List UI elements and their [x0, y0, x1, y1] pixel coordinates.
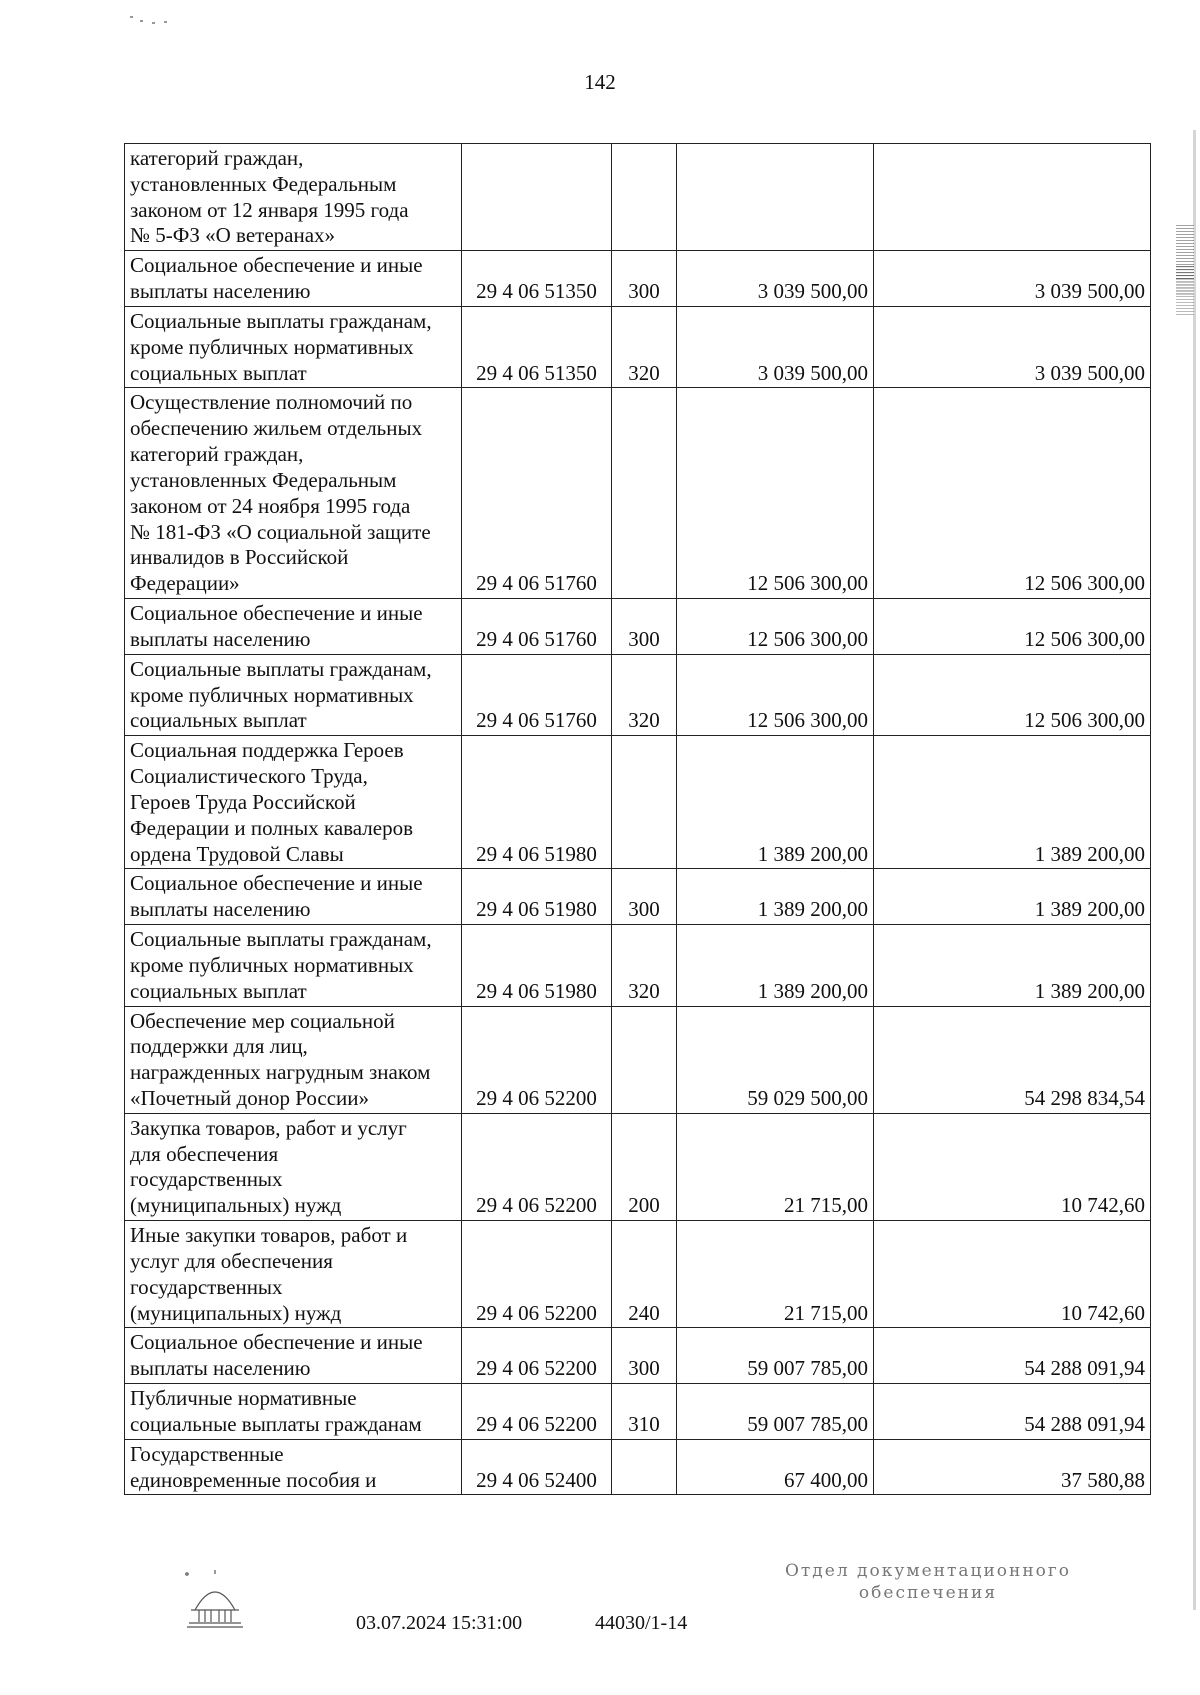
row-name-cell: Закупка товаров, работ и услуг для обеспечения государственных (муниципальных) нужд [125, 1113, 462, 1220]
row-executed-amount-cell: 10 742,60 [874, 1221, 1151, 1328]
row-expense-type-cell: 320 [612, 925, 677, 1006]
row-code-cell: 29 4 06 52200 [462, 1221, 612, 1328]
row-name-cell: Социальное обеспечение и иные выплаты населению [125, 1328, 462, 1384]
row-name-cell: Социальные выплаты гражданам, кроме публичных нормативных социальных выплат [125, 654, 462, 735]
table-row [125, 1221, 1151, 1328]
row-planned-amount-cell: 12 506 300,00 [677, 388, 874, 599]
row-planned-amount-cell: 12 506 300,00 [677, 599, 874, 655]
row-expense-type-cell: 300 [612, 869, 677, 925]
row-code-cell: 29 4 06 51350 [462, 251, 612, 307]
row-expense-type-cell: 320 [612, 306, 677, 387]
row-name-cell: Иные закупки товаров, работ и услуг для обеспечения государственных (муниципальных) нужд [125, 1221, 462, 1328]
row-executed-amount-cell: 12 506 300,00 [874, 388, 1151, 599]
row-name-cell: Социальные выплаты гражданам, кроме публичных нормативных социальных выплат [125, 925, 462, 1006]
row-expense-type-cell: 300 [612, 251, 677, 307]
row-planned-amount-cell [677, 144, 874, 251]
row-planned-amount-cell: 1 389 200,00 [677, 925, 874, 1006]
row-planned-amount-cell: 12 506 300,00 [677, 654, 874, 735]
row-name-cell: Государственные единовременные пособия и [125, 1439, 462, 1495]
row-executed-amount-cell: 10 742,60 [874, 1113, 1151, 1220]
row-executed-amount-cell: 3 039 500,00 [874, 306, 1151, 387]
row-name-cell: категорий граждан, установленных Федеральным законом от 12 января 1995 года № 5-ФЗ «О ветеранах» [125, 144, 462, 251]
row-expense-type-cell [612, 388, 677, 599]
row-name-cell: Социальное обеспечение и иные выплаты населению [125, 599, 462, 655]
row-planned-amount-cell: 1 389 200,00 [677, 736, 874, 869]
table-row [125, 388, 1151, 599]
row-executed-amount-cell: 54 288 091,94 [874, 1328, 1151, 1384]
emblem-logo [183, 1570, 247, 1632]
row-executed-amount-cell: 1 389 200,00 [874, 869, 1151, 925]
row-code-cell [462, 144, 612, 251]
stamp-line-2: обеспечения [858, 1583, 998, 1604]
row-code-cell: 29 4 06 52200 [462, 1113, 612, 1220]
row-expense-type-cell: 300 [612, 599, 677, 655]
row-code-cell: 29 4 06 51760 [462, 388, 612, 599]
row-executed-amount-cell: 1 389 200,00 [874, 736, 1151, 869]
row-expense-type-cell [612, 1439, 677, 1495]
row-name-cell: Обеспечение мер социальной поддержки для лиц, награжденных нагрудным знаком «Почетный донор России» [125, 1006, 462, 1113]
table-row [125, 599, 1151, 655]
table-row [125, 144, 1151, 251]
row-executed-amount-cell: 1 389 200,00 [874, 925, 1151, 1006]
row-name-cell: Осуществление полномочий по обеспечению жильем отдельных категорий граждан, установленных Федеральным законом от 24 ноября 1995 года № 181-ФЗ «О социальной защите инвалидов в Российской Федерации» [125, 388, 462, 599]
row-name-cell: Социальная поддержка Героев Социалистического Труда, Героев Труда Российской Федерации и полных кавалеров ордена Трудовой Славы [125, 736, 462, 869]
scan-artifact [130, 12, 190, 26]
row-code-cell: 29 4 06 52200 [462, 1006, 612, 1113]
row-planned-amount-cell: 21 715,00 [677, 1113, 874, 1220]
row-code-cell: 29 4 06 52200 [462, 1384, 612, 1440]
table-row [125, 251, 1151, 307]
row-planned-amount-cell: 67 400,00 [677, 1439, 874, 1495]
row-planned-amount-cell: 3 039 500,00 [677, 251, 874, 307]
row-executed-amount-cell: 37 580,88 [874, 1439, 1151, 1495]
row-name-cell: Социальные выплаты гражданам, кроме публичных нормативных социальных выплат [125, 306, 462, 387]
row-code-cell: 29 4 06 52200 [462, 1328, 612, 1384]
row-name-cell: Социальное обеспечение и иные выплаты населению [125, 869, 462, 925]
row-expense-type-cell: 240 [612, 1221, 677, 1328]
row-code-cell: 29 4 06 51760 [462, 654, 612, 735]
budget-table [124, 143, 1151, 1495]
row-planned-amount-cell: 1 389 200,00 [677, 869, 874, 925]
table-row [125, 736, 1151, 869]
table-row [125, 1113, 1151, 1220]
table-row [125, 654, 1151, 735]
row-expense-type-cell [612, 144, 677, 251]
table-row [125, 1006, 1151, 1113]
table-row [125, 1439, 1151, 1495]
table-row [125, 1328, 1151, 1384]
row-planned-amount-cell: 59 029 500,00 [677, 1006, 874, 1113]
row-code-cell: 29 4 06 51760 [462, 599, 612, 655]
row-name-cell: Социальное обеспечение и иные выплаты населению [125, 251, 462, 307]
table-row [125, 1384, 1151, 1440]
row-expense-type-cell [612, 736, 677, 869]
row-code-cell: 29 4 06 51980 [462, 736, 612, 869]
row-code-cell: 29 4 06 51980 [462, 869, 612, 925]
footer-date: 03.07.2024 15:31:00 [356, 1612, 523, 1634]
row-expense-type-cell: 310 [612, 1384, 677, 1440]
row-planned-amount-cell: 59 007 785,00 [677, 1328, 874, 1384]
row-expense-type-cell: 320 [612, 654, 677, 735]
row-executed-amount-cell: 54 288 091,94 [874, 1384, 1151, 1440]
page-number: 142 [584, 70, 616, 94]
table-row [125, 925, 1151, 1006]
row-expense-type-cell: 200 [612, 1113, 677, 1220]
row-expense-type-cell: 300 [612, 1328, 677, 1384]
department-stamp [783, 1560, 1073, 1604]
table-row [125, 306, 1151, 387]
scan-edge-noise [1174, 130, 1196, 1610]
row-executed-amount-cell: 12 506 300,00 [874, 654, 1151, 735]
row-executed-amount-cell: 3 039 500,00 [874, 251, 1151, 307]
stamp-line-1: Отдел документационного [784, 1561, 1072, 1581]
row-planned-amount-cell: 3 039 500,00 [677, 306, 874, 387]
row-executed-amount-cell: 54 298 834,54 [874, 1006, 1151, 1113]
budget-table-body [125, 144, 1151, 1495]
row-expense-type-cell [612, 1006, 677, 1113]
row-code-cell: 29 4 06 51350 [462, 306, 612, 387]
footer-doc-number: 44030/1-14 [595, 1612, 688, 1634]
row-executed-amount-cell: 12 506 300,00 [874, 599, 1151, 655]
row-code-cell: 29 4 06 52400 [462, 1439, 612, 1495]
row-executed-amount-cell [874, 144, 1151, 251]
row-code-cell: 29 4 06 51980 [462, 925, 612, 1006]
row-name-cell: Публичные нормативные социальные выплаты гражданам [125, 1384, 462, 1440]
row-planned-amount-cell: 59 007 785,00 [677, 1384, 874, 1440]
row-planned-amount-cell: 21 715,00 [677, 1221, 874, 1328]
table-row [125, 869, 1151, 925]
